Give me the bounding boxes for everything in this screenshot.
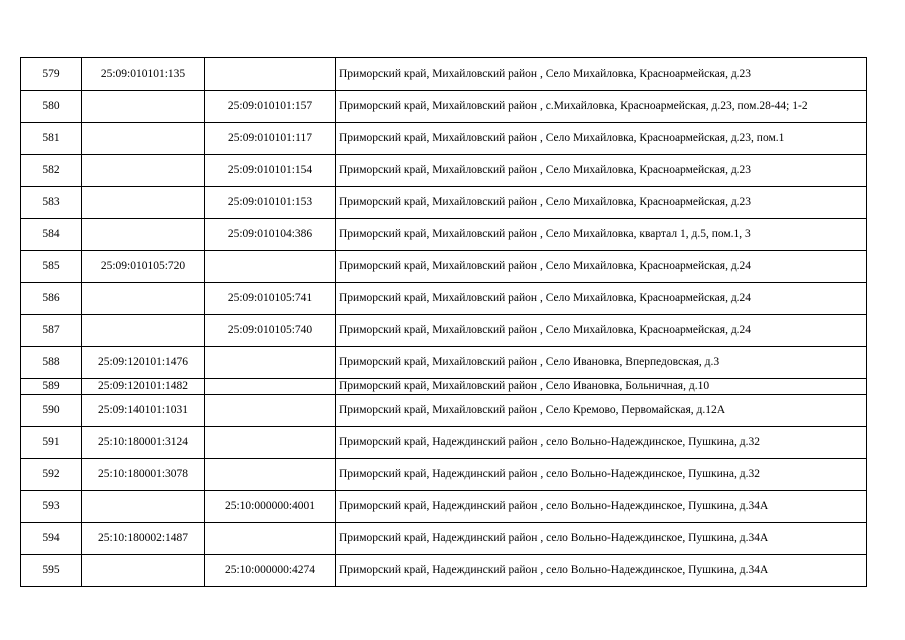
table-row xyxy=(21,123,867,155)
property-table xyxy=(20,57,867,587)
premises-cadastral-number-cell: 25:09:010101:153 xyxy=(205,187,336,219)
table-row xyxy=(21,395,867,427)
cadastral-number-cell: 25:09:120101:1482 xyxy=(82,379,205,395)
table-row xyxy=(21,219,867,251)
address-cell: Приморский край, Михайловский район , Село Кремово, Первомайская, д.12А xyxy=(336,395,867,427)
table-row xyxy=(21,283,867,315)
row-number-cell: 590 xyxy=(21,395,82,427)
address-cell: Приморский край, Михайловский район , Село Михайловка, Красноармейская, д.23 xyxy=(336,187,867,219)
cadastral-number-cell: 25:10:180001:3078 xyxy=(82,459,205,491)
table-row xyxy=(21,91,867,123)
premises-cadastral-number-cell xyxy=(205,347,336,379)
row-number-cell: 582 xyxy=(21,155,82,187)
premises-cadastral-number-cell: 25:09:010105:741 xyxy=(205,283,336,315)
address-cell: Приморский край, Надеждинский район , село Вольно-Надеждинское, Пушкина, д.34А xyxy=(336,523,867,555)
premises-cadastral-number-cell xyxy=(205,523,336,555)
table-row xyxy=(21,523,867,555)
address-cell: Приморский край, Надеждинский район , село Вольно-Надеждинское, Пушкина, д.32 xyxy=(336,459,867,491)
address-cell: Приморский край, Надеждинский район , село Вольно-Надеждинское, Пушкина, д.34А xyxy=(336,555,867,587)
address-cell: Приморский край, Михайловский район , Село Михайловка, Красноармейская, д.24 xyxy=(336,283,867,315)
table-body xyxy=(21,58,867,587)
address-cell: Приморский край, Михайловский район , Село Михайловка, Красноармейская, д.24 xyxy=(336,315,867,347)
row-number-cell: 586 xyxy=(21,283,82,315)
row-number-cell: 589 xyxy=(21,379,82,395)
cadastral-number-cell: 25:09:010105:720 xyxy=(82,251,205,283)
row-number-cell: 584 xyxy=(21,219,82,251)
address-cell: Приморский край, Михайловский район , с.Михайловка, Красноармейская, д.23, пом.28-44; 1-2 xyxy=(336,91,867,123)
row-number-cell: 594 xyxy=(21,523,82,555)
table-row xyxy=(21,491,867,523)
address-cell: Приморский край, Михайловский район , Село Михайловка, Красноармейская, д.23 xyxy=(336,155,867,187)
address-cell: Приморский край, Михайловский район , Село Михайловка, квартал 1, д.5, пом.1, 3 xyxy=(336,219,867,251)
table-row xyxy=(21,459,867,491)
address-cell: Приморский край, Михайловский район , Село Михайловка, Красноармейская, д.24 xyxy=(336,251,867,283)
cadastral-number-cell: 25:10:180001:3124 xyxy=(82,427,205,459)
premises-cadastral-number-cell: 25:09:010105:740 xyxy=(205,315,336,347)
premises-cadastral-number-cell: 25:09:010101:154 xyxy=(205,155,336,187)
row-number-cell: 592 xyxy=(21,459,82,491)
row-number-cell: 579 xyxy=(21,58,82,91)
cadastral-number-cell xyxy=(82,91,205,123)
premises-cadastral-number-cell: 25:09:010104:386 xyxy=(205,219,336,251)
row-number-cell: 593 xyxy=(21,491,82,523)
table-row xyxy=(21,427,867,459)
row-number-cell: 581 xyxy=(21,123,82,155)
row-number-cell: 595 xyxy=(21,555,82,587)
cadastral-number-cell: 25:09:140101:1031 xyxy=(82,395,205,427)
premises-cadastral-number-cell: 25:09:010101:157 xyxy=(205,91,336,123)
address-cell: Приморский край, Михайловский район , Село Ивановка, Больничная, д.10 xyxy=(336,379,867,395)
address-cell: Приморский край, Надеждинский район , село Вольно-Надеждинское, Пушкина, д.32 xyxy=(336,427,867,459)
table-row xyxy=(21,155,867,187)
premises-cadastral-number-cell xyxy=(205,459,336,491)
table-row xyxy=(21,187,867,219)
premises-cadastral-number-cell: 25:10:000000:4274 xyxy=(205,555,336,587)
table-row xyxy=(21,251,867,283)
premises-cadastral-number-cell: 25:10:000000:4001 xyxy=(205,491,336,523)
address-cell: Приморский край, Михайловский район , Село Ивановка, Вперпедовская, д.3 xyxy=(336,347,867,379)
premises-cadastral-number-cell xyxy=(205,58,336,91)
row-number-cell: 587 xyxy=(21,315,82,347)
table-row xyxy=(21,555,867,587)
table-row xyxy=(21,58,867,91)
premises-cadastral-number-cell xyxy=(205,395,336,427)
row-number-cell: 585 xyxy=(21,251,82,283)
row-number-cell: 580 xyxy=(21,91,82,123)
row-number-cell: 583 xyxy=(21,187,82,219)
cadastral-number-cell xyxy=(82,123,205,155)
cadastral-number-cell xyxy=(82,491,205,523)
premises-cadastral-number-cell xyxy=(205,251,336,283)
address-cell: Приморский край, Михайловский район , Село Михайловка, Красноармейская, д.23, пом.1 xyxy=(336,123,867,155)
cadastral-number-cell xyxy=(82,315,205,347)
premises-cadastral-number-cell xyxy=(205,379,336,395)
cadastral-number-cell xyxy=(82,219,205,251)
table-row xyxy=(21,315,867,347)
cadastral-number-cell: 25:09:010101:135 xyxy=(82,58,205,91)
table-row xyxy=(21,379,867,395)
premises-cadastral-number-cell xyxy=(205,427,336,459)
cadastral-number-cell xyxy=(82,155,205,187)
address-cell: Приморский край, Михайловский район , Село Михайловка, Красноармейская, д.23 xyxy=(336,58,867,91)
cadastral-number-cell xyxy=(82,283,205,315)
cadastral-number-cell xyxy=(82,187,205,219)
premises-cadastral-number-cell: 25:09:010101:117 xyxy=(205,123,336,155)
row-number-cell: 591 xyxy=(21,427,82,459)
row-number-cell: 588 xyxy=(21,347,82,379)
address-cell: Приморский край, Надеждинский район , село Вольно-Надеждинское, Пушкина, д.34А xyxy=(336,491,867,523)
cadastral-number-cell xyxy=(82,555,205,587)
cadastral-number-cell: 25:09:120101:1476 xyxy=(82,347,205,379)
cadastral-number-cell: 25:10:180002:1487 xyxy=(82,523,205,555)
table-row xyxy=(21,347,867,379)
